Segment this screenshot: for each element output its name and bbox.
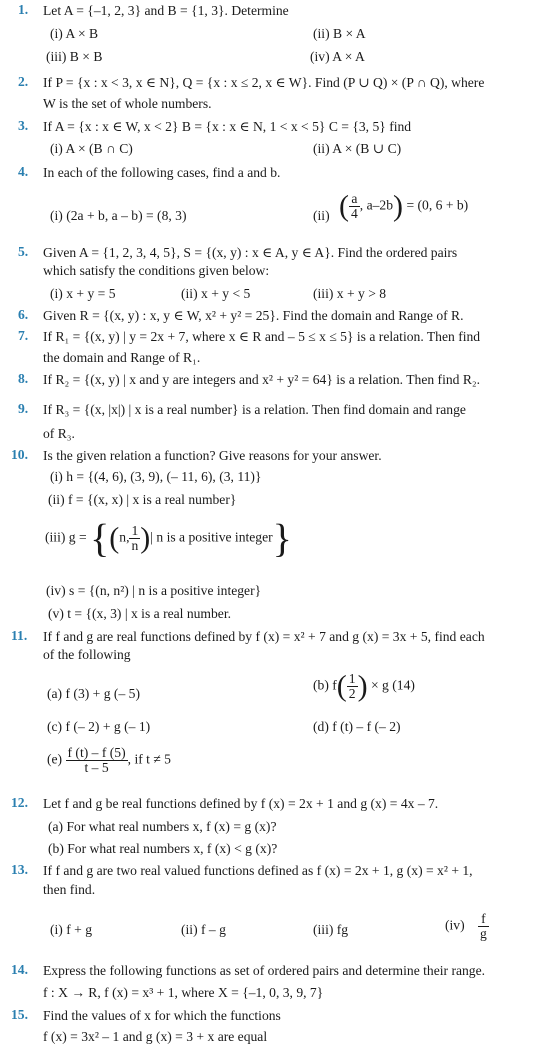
question-number: 12. [11,795,28,810]
question-number: 11. [11,628,28,643]
question-text: of R₃. [43,426,75,441]
part: (i) A × B [50,26,99,41]
part: (c) f (– 2) + g (– 1) [47,719,151,734]
question-text: If R₁ = {(x, y) | y = 2x + 7, where x ∈ R and – 5 ≤ x ≤ 5} is a relation. Then find [43,329,481,344]
part: (v) t = {(x, 3) | x is a real number. [48,606,232,621]
part: (i) (2a + b, a – b) = (8, 3) [50,208,187,223]
question-number: 9. [18,401,29,416]
part: (ii) f = {(x, x) | x is a real number} [48,492,237,507]
part: (i) x + y = 5 [50,286,116,301]
question-text: Is the given relation a function? Give reasons for your answer. [43,448,382,463]
question-text: If R₂ = {(x, y) | x and y are integers and x² + y² = 64} is a relation. Then find R₂. [43,372,481,387]
part-expression: (iv) $\frac{f}{g}$ [445,911,487,941]
question-text: Express the following functions as set of ordered pairs and determine their range. [43,963,486,978]
question-number: 1. [18,2,29,17]
question-number: 4. [18,164,29,179]
part: (iv) A × A [310,49,365,64]
part: (iii) B × B [46,49,103,64]
part: (ii) [313,208,330,223]
part: (a) For what real numbers x, f (x) = g (x)? [48,819,277,834]
question-text: If R₃ = {(x, |x|) | x is a real number} is a relation. Then find domain and range [43,402,466,417]
question-text: Let A = {–1, 2, 3} and B = {1, 3}. Determine [43,3,289,18]
question-text: which satisfy the conditions given below: [43,263,270,278]
question-number: 15. [11,1007,28,1022]
question-number: 3. [18,118,29,133]
part: (ii) B × A [313,26,366,41]
question-text: Let f and g be real functions defined by f (x) = 2x + 1 and g (x) = 4x – 7. [43,796,439,811]
part-expression: (e) $\frac{f (t) - f (5)}{t - 5}$ , if t ≠ 5 [47,745,171,775]
question-number: 7. [18,328,29,343]
question-text: If P = {x : x < 3, x ∈ N}, Q = {x : x ≤ 2, x ∈ W}. Find (P ∪ Q) × (P ∩ Q), where [43,75,485,90]
question-number: 13. [11,862,28,877]
question-number: 2. [18,74,29,89]
question-text: If f and g are two real valued functions defined as f (x) = 2x + 1, g (x) = x² + 1, [43,863,473,878]
question-text: f : X → R, f (x) = x³ + 1, where X = {–1, 0, 3, 9, 7} [43,985,324,1000]
question-number: 8. [18,371,29,386]
part: (iii) fg [313,922,349,937]
part: (b) For what real numbers x, f (x) < g (x)? [48,841,278,856]
question-text: In each of the following cases, find a and b. [43,165,281,180]
question-number: 6. [18,307,29,322]
question-text: If f and g are real functions defined by f (x) = x² + 7 and g (x) = 3x + 5, find each [43,629,485,644]
part: (iv) s = {(n, n²) | n is a positive integer} [46,583,262,598]
part: (i) h = {(4, 6), (3, 9), (– 11, 6), (3, 11)} [50,469,262,484]
question-text: If A = {x : x ∈ W, x < 2} B = {x : x ∈ N, 1 < x < 5} C = {3, 5} find [43,119,412,134]
part: (ii) x + y < 5 [181,286,251,301]
question-text: the domain and Range of R₁. [43,350,201,365]
part: (ii) f – g [181,922,226,937]
question-number: 5. [18,244,29,259]
part: (a) f (3) + g (– 5) [47,686,140,701]
part: (d) f (t) – f (– 2) [313,719,401,734]
part-expression: (iii) g = {(n, $\frac{1}{n}$ )| n is a positive integer} [45,515,292,561]
question-number: 14. [11,962,28,977]
question-text: f (x) = 3x² – 1 and g (x) = 3 + x are equal [43,1029,268,1044]
part: (ii) A × (B ∪ C) [313,141,402,156]
part: (i) A × (B ∩ C) [50,141,133,156]
part-expression: (b) f( $\frac{1}{2}$ ) × g (14) [313,669,415,703]
question-text: of the following [43,647,131,662]
question-text: then find. [43,882,96,897]
question-text: Find the values of x for which the functions [43,1008,281,1023]
part: (iii) x + y > 8 [313,286,387,301]
question-text: W is the set of whole numbers. [43,96,212,111]
part-expression: ( $\frac{a}{4}$ , a–2b) = (0, 6 + b) [339,189,469,223]
question-text: Given A = {1, 2, 3, 4, 5}, S = {(x, y) : x ∈ A, y ∈ A}. Find the ordered pairs [43,245,458,260]
question-number: 10. [11,447,28,462]
part: (i) f + g [50,922,93,937]
question-text: Given R = {(x, y) : x, y ∈ W, x² + y² = 25}. Find the domain and Range of R. [43,308,464,323]
